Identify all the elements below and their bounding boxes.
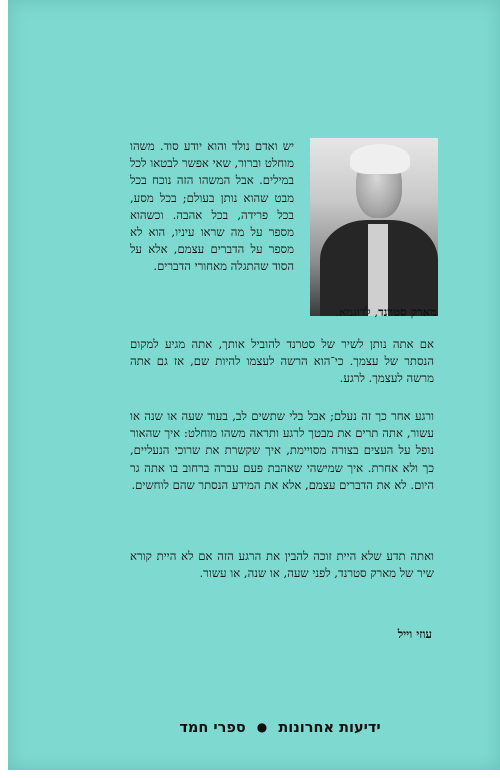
signature: עוזי וייל <box>397 627 432 641</box>
photo-shirt <box>368 224 388 316</box>
author-photo <box>310 138 438 316</box>
author-example-line <box>97 304 437 321</box>
author-name: מארק סטרנד <box>378 305 437 319</box>
paragraph-3: ורגע אחר כך זה נעלם; אבל בלי שתשים לב, בעוד שעה או שנה או עשור, אתה תרים את מבטך לרגע ותראה משהו מוחלט: איך שהאור נופל על העצים בצורה מסויימת, איך שקשרת את שרוכי הנעליים, כך ולא אחרת. איך שמישהי שאהבת פעם עברה ברחוב בו אתה גר היום. לא את הדברים עצמם, אלא את המידע הנסתר שהם לוחשים. <box>130 409 434 492</box>
publisher-sifrei-hemed: ספרי חמד <box>179 720 246 736</box>
author-name-suffix: , לדוגמא. <box>335 305 379 319</box>
separator-dot: ● <box>256 720 268 734</box>
paragraph-2: אם אתה נותן לשיר של סטרנד להוביל אותך, אתה מגיע למקום הנסתר של עצמך. כי־הוא הרשה לעצמו להיות שם, אז גם אתה מרשה לעצמך. לרגע. <box>130 337 434 386</box>
publisher-yedioth: ידיעות אחרונות <box>278 720 381 736</box>
intro-paragraph: יש ואדם נולד והוא יודע סוד. משהו מוחלט וברור, שאי אפשר לבטאו לכל במילים. אבל המשהו הזה נוכח בכל מבט שהוא נותן בעולם; בכל מסע, בכל פרידה, בכל אהבה. וכשהוא מספר על מה שראו עיניו, הוא לא מספר על הדברים עצמם, אלא על הסוד שהתגלה מאחורי הדברים. <box>130 139 294 274</box>
paragraph-4: ואתה תדע שלא היית זוכה להבין את הרגע הזה אם לא היית קורא שיר של מארק סטרנד, לפני שעה, או שנה, או עשור. <box>130 549 434 581</box>
publisher-footer <box>138 720 422 742</box>
photo-hair <box>350 144 410 174</box>
